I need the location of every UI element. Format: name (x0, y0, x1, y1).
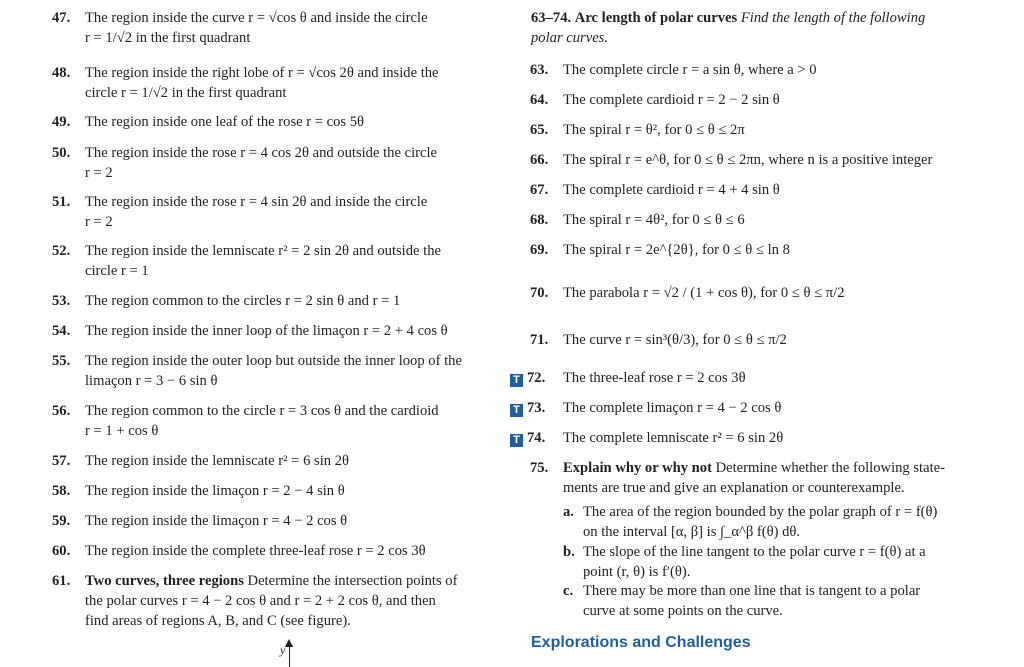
exercise-number: T 74. (510, 428, 542, 448)
exercise-text: Explain why or why not Determine whether the following state- ments are true and give an explanation or counterexample. (563, 460, 945, 496)
exercise-text: The region inside the inner loop of the limaçon r = 2 + 4 cos θ (85, 323, 448, 339)
exercise-text: The region inside the limaçon r = 4 − 2 cos θ (85, 513, 348, 529)
y-axis-line (289, 644, 290, 667)
exercise-text: The complete cardioid r = 4 + 4 sin θ (563, 182, 780, 198)
exercise-text: The curve r = sin³(θ/3), for 0 ≤ θ ≤ π/2 (563, 332, 787, 348)
exercise-text: The complete cardioid r = 2 − 2 sin θ (563, 92, 780, 108)
technology-icon: T (510, 404, 523, 417)
section-heading: 63–74. Arc length of polar curves Find the length of the following polar curves. (531, 10, 926, 46)
section-range: 63–74. (531, 10, 572, 26)
exercise-text: The spiral r = θ², for 0 ≤ θ ≤ 2π (563, 122, 745, 138)
section-title: Arc length of polar curves (574, 10, 738, 26)
exercise-number: 65. (530, 122, 549, 138)
exercise-number: 51. (52, 194, 71, 210)
exercise-number: 57. (52, 453, 71, 469)
exercise-text: The region inside the lemniscate r² = 2 sin 2θ and outside the circle r = 1 (85, 243, 441, 279)
y-axis-label: y (280, 643, 286, 657)
exercise-text: The region common to the circle r = 3 cos θ and the cardioid r = 1 + cos θ (85, 403, 439, 439)
technology-icon: T (510, 434, 523, 447)
exercise-number: 66. (530, 152, 549, 168)
exercise-text: The region inside the lemniscate r² = 6 sin 2θ (85, 453, 349, 469)
exercise-number: 53. (52, 293, 71, 309)
exercise-text: The complete limaçon r = 4 − 2 cos θ (563, 400, 782, 416)
exercise-number: 54. (52, 323, 71, 339)
exercise-text: The region inside the complete three-leaf rose r = 2 cos 3θ (85, 543, 426, 559)
exercise-number: 71. (530, 332, 549, 348)
exercise-number: 61. (52, 573, 71, 589)
exercise-number: 68. (530, 212, 549, 228)
exercise-number: 60. (52, 543, 71, 559)
exercise-text: The three-leaf rose r = 2 cos 3θ (563, 370, 746, 386)
exercise-text: The region inside the limaçon r = 2 − 4 sin θ (85, 483, 345, 499)
exercise-number: 49. (52, 114, 71, 130)
exercise-number: 59. (52, 513, 71, 529)
exercise-text: The region common to the circles r = 2 sin θ and r = 1 (85, 293, 401, 309)
exercise-number: 47. (52, 10, 71, 26)
exercise-number: T 72. (510, 368, 542, 388)
exercise-text: The region inside the right lobe of r = √cos 2θ and inside the circle r = 1/√2 in the first quadrant (85, 65, 439, 101)
exercise-text: The complete lemniscate r² = 6 sin 2θ (563, 430, 784, 446)
exercise-title: Explain why or why not (563, 460, 712, 476)
explorations-heading: Explorations and Challenges (531, 634, 751, 651)
exercise-text: The region inside the curve r = √cos θ and inside the circle r = 1/√2 in the first quadrant (85, 10, 428, 46)
exercise-number: 75. (530, 460, 549, 476)
exercise-text: The region inside the rose r = 4 cos 2θ and outside the circle r = 2 (85, 145, 437, 181)
exercise-text: The spiral r = 4θ², for 0 ≤ θ ≤ 6 (563, 212, 745, 228)
exercise-text: The region inside the outer loop but outside the inner loop of the limaçon r = 3 − 6 sin θ (85, 353, 462, 389)
exercise-number: 64. (530, 92, 549, 108)
exercise-number: 63. (530, 62, 549, 78)
technology-icon: T (510, 374, 523, 387)
exercise-number: 70. (530, 285, 549, 301)
exercise-text: The region inside the rose r = 4 sin 2θ and inside the circle r = 2 (85, 194, 428, 230)
exercise-number: 56. (52, 403, 71, 419)
exercise-text: The spiral r = 2e^{2θ}, for 0 ≤ θ ≤ ln 8 (563, 242, 790, 258)
exercise-text: The spiral r = e^θ, for 0 ≤ θ ≤ 2πn, where n is a positive integer (563, 152, 933, 168)
exercise-number: T 73. (510, 398, 542, 418)
exercise-number: 58. (52, 483, 71, 499)
exercise-number: 69. (530, 242, 549, 258)
exercise-text: The region inside one leaf of the rose r = cos 5θ (85, 114, 365, 130)
exercise-number: 48. (52, 65, 71, 81)
exercise-title: Two curves, three regions (85, 573, 244, 589)
exercise-number: 55. (52, 353, 71, 369)
exercise-text: Two curves, three regions Determine the intersection points of the polar curves r = 4 − 2 cos θ and r = 2 + 2 cos θ, and then find areas of regions A, B, and C (see figure). (85, 573, 458, 629)
exercise-text: The complete circle r = a sin θ, where a > 0 (563, 62, 817, 78)
exercise-number: 67. (530, 182, 549, 198)
exercise-number: 50. (52, 145, 71, 161)
exercise-text: The parabola r = √2 / (1 + cos θ), for 0 ≤ θ ≤ π/2 (563, 285, 845, 301)
exercise-number: 52. (52, 243, 71, 259)
